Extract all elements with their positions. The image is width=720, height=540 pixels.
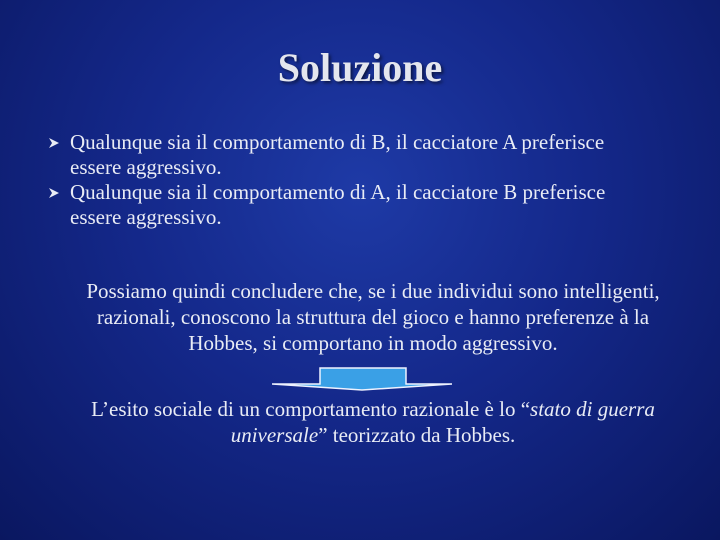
- bullet-item: [48, 180, 648, 230]
- down-arrow-icon: [272, 366, 452, 392]
- final-statement: [60, 396, 686, 448]
- final-statement-emphasis: stato di guerra universale: [230, 397, 655, 447]
- bullet-text: Qualunque sia il comportamento di B, il cacciatore A preferisce essere aggressivo.: [70, 130, 605, 179]
- arrow-bullet-icon: [48, 137, 60, 149]
- slide-title: Soluzione: [277, 45, 443, 90]
- bullet-item: [48, 130, 648, 180]
- arrow-bullet-icon: [48, 187, 60, 199]
- final-statement-suffix: ” teorizzato da Hobbes.: [318, 423, 516, 447]
- conclusion-paragraph: Possiamo quindi concludere che, se i due individui sono intelligenti, razionali, conoscono la struttura del gioco e hanno preferenze à la Hobbes, si comportano in modo aggressivo.: [86, 279, 660, 355]
- bullet-list: [48, 130, 648, 230]
- final-statement-prefix: L’esito sociale di un comportamento razionale è lo “: [91, 397, 531, 421]
- bullet-text: Qualunque sia il comportamento di A, il cacciatore B preferisce essere aggressivo.: [70, 180, 606, 229]
